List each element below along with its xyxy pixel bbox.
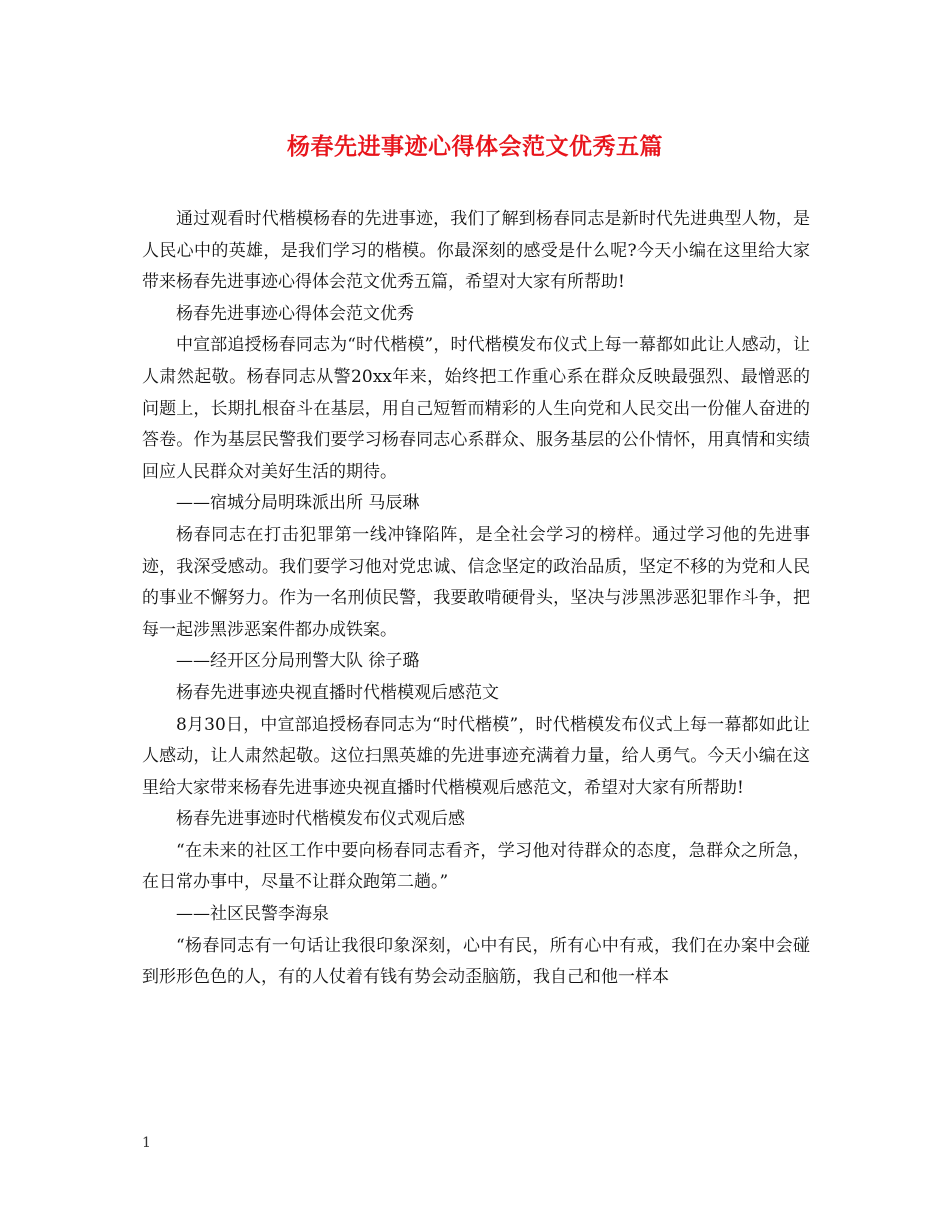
author-signature: ——社区民警李海泉 <box>176 904 329 925</box>
section-heading: 杨春先进事迹央视直播时代楷模观后感范文 <box>176 682 499 703</box>
author-signature: ——经开区分局刑警大队 徐子璐 <box>176 651 420 672</box>
paragraph: 8月30日，中宣部追授杨春同志为“时代楷模”，时代楷模发布仪式上每一幕都如此让人感动，让人肃然起敬。这位扫黑英雄的先进事迹充满着力量，给人勇气。今天小编在这里给大家带来杨春先进事迹央视直播时代楷模观后感范文，希望对大家有所帮助! <box>142 714 810 798</box>
paragraph: 中宣部追授杨春同志为“时代楷模”，时代楷模发布仪式上每一幕都如此让人感动，让人肃然起敬。杨春同志从警20xx年来，始终把工作重心系在群众反映最强烈、最憎恶的问题上，长期扎根奋斗在基层，用自己短暂而精彩的人生向党和人民交出一份催人奋进的答卷。作为基层民警我们要学习杨春同志心系群众、服务基层的公仆情怀，用真情和实绩回应人民群众对美好生活的期待。 <box>142 335 810 482</box>
section-heading: 杨春先进事迹时代楷模发布仪式观后感 <box>176 809 465 830</box>
paragraph-intro: 通过观看时代楷模杨春的先进事迹，我们了解到杨春同志是新时代先进典型人物，是人民心中的英雄，是我们学习的楷模。你最深刻的感受是什么呢?今天小编在这里给大家带来杨春先进事迹心得体会范文优秀五篇，希望对大家有所帮助! <box>142 209 810 293</box>
author-signature: ——宿城分局明珠派出所 马辰琳 <box>176 493 420 514</box>
quote-paragraph: “杨春同志有一句话让我很印象深刻，心中有民，所有心中有戒，我们在办案中会碰到形形色色的人，有的人仗着有钱有势会动歪脑筋，我自己和他一样本 <box>142 935 810 988</box>
document-body <box>142 204 810 994</box>
quote-paragraph: “在未来的社区工作中要向杨春同志看齐，学习他对待群众的态度，急群众之所急，在日常办事中，尽量不让群众跑第二趟。” <box>142 840 810 893</box>
section-heading: 杨春先进事迹心得体会范文优秀 <box>176 303 414 324</box>
page-number: 1 <box>142 1135 151 1151</box>
document-title: 杨春先进事迹心得体会范文优秀五篇 <box>287 133 663 160</box>
paragraph: 杨春同志在打击犯罪第一线冲锋陷阵，是全社会学习的榜样。通过学习他的先进事迹，我深受感动。我们要学习他对党忠诚、信念坚定的政治品质，坚定不移的为党和人民的事业不懈努力。作为一名刑侦民警，我要敢啃硬骨头，坚决与涉黑涉恶犯罪作斗争，把每一起涉黑涉恶案件都办成铁案。 <box>142 524 810 640</box>
